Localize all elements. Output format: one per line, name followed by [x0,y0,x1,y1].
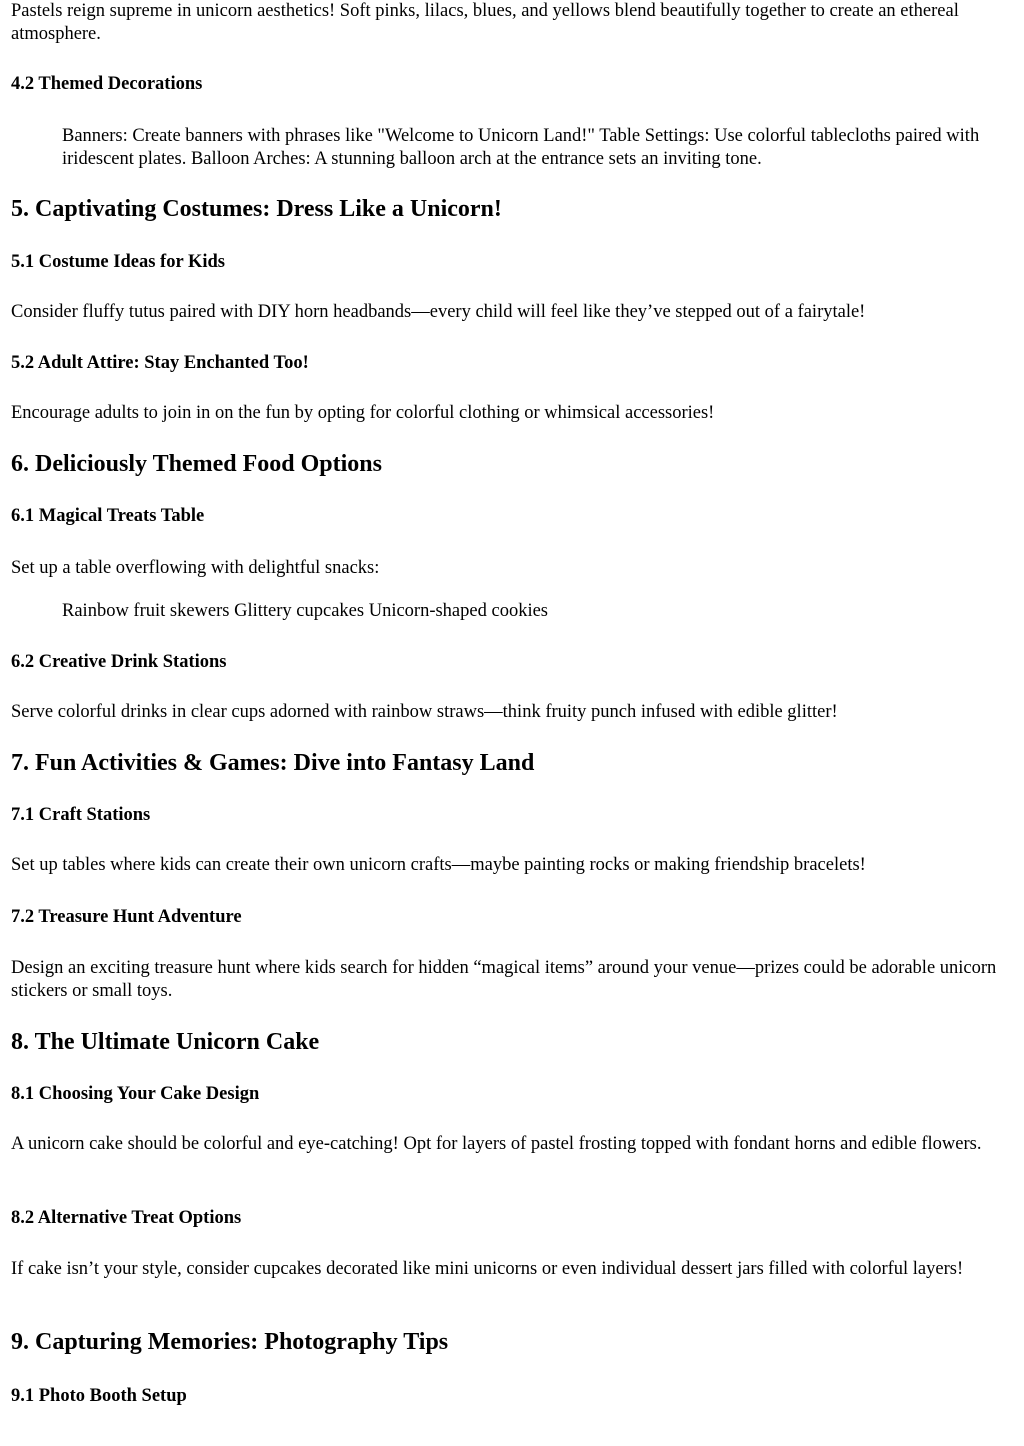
subheading-6-2: 6.2 Creative Drink Stations [11,652,227,672]
paragraph-6-2: Serve colorful drinks in clear cups adorned with rainbow straws—think fruity punch infused with edible glitter! [11,702,838,722]
decorations-quote: Banners: Create banners with phrases like "Welcome to Unicorn Land!" Table Settings: Use colorful tablecloths paired with iridescent plates. Balloon Arches: A stunning balloon arch at the entrance sets an inviting tone. [62,126,980,169]
paragraph-7-1: Set up tables where kids can create their own unicorn crafts—maybe painting rocks or making friendship bracelets! [11,855,866,875]
subheading-7-2: 7.2 Treasure Hunt Adventure [11,907,242,927]
intro-paragraph: Pastels reign supreme in unicorn aesthetics! Soft pinks, lilacs, blues, and yellows blend beautifully together to create an ethereal atmosphere. [11,1,959,44]
subheading-6-1: 6.1 Magical Treats Table [11,506,205,526]
subheading-9-1: 9.1 Photo Booth Setup [11,1386,187,1406]
heading-section-5: 5. Captivating Costumes: Dress Like a Unicorn! [11,196,502,222]
paragraph-7-2: Design an exciting treasure hunt where kids search for hidden “magical items” around your venue—prizes could be adorable unicorn stickers or small toys. [11,958,997,1001]
paragraph-6-1: Set up a table overflowing with delightful snacks: [11,558,380,578]
paragraph-5-1: Consider fluffy tutus paired with DIY horn headbands—every child will feel like they’ve stepped out of a fairytale! [11,302,866,322]
heading-section-8: 8. The Ultimate Unicorn Cake [11,1029,320,1055]
subheading-7-1: 7.1 Craft Stations [11,805,151,825]
heading-section-7: 7. Fun Activities & Games: Dive into Fantasy Land [11,750,535,776]
subheading-8-1: 8.1 Choosing Your Cake Design [11,1084,260,1104]
paragraph-5-2: Encourage adults to join in on the fun by opting for colorful clothing or whimsical accessories! [11,403,715,423]
subheading-5-1: 5.1 Costume Ideas for Kids [11,252,225,272]
subheading-8-2: 8.2 Alternative Treat Options [11,1208,242,1228]
paragraph-8-1: A unicorn cake should be colorful and eye-catching! Opt for layers of pastel frosting topped with fondant horns and edible flowers. [11,1134,982,1154]
subheading-4-2: 4.2 Themed Decorations [11,74,203,94]
subheading-5-2: 5.2 Adult Attire: Stay Enchanted Too! [11,353,309,373]
treats-list-quote: Rainbow fruit skewers Glittery cupcakes Unicorn-shaped cookies [62,601,548,621]
heading-section-9: 9. Capturing Memories: Photography Tips [11,1329,449,1355]
heading-section-6: 6. Deliciously Themed Food Options [11,451,382,477]
paragraph-8-2: If cake isn’t your style, consider cupcakes decorated like mini unicorns or even individual dessert jars filled with colorful layers! [11,1259,964,1279]
